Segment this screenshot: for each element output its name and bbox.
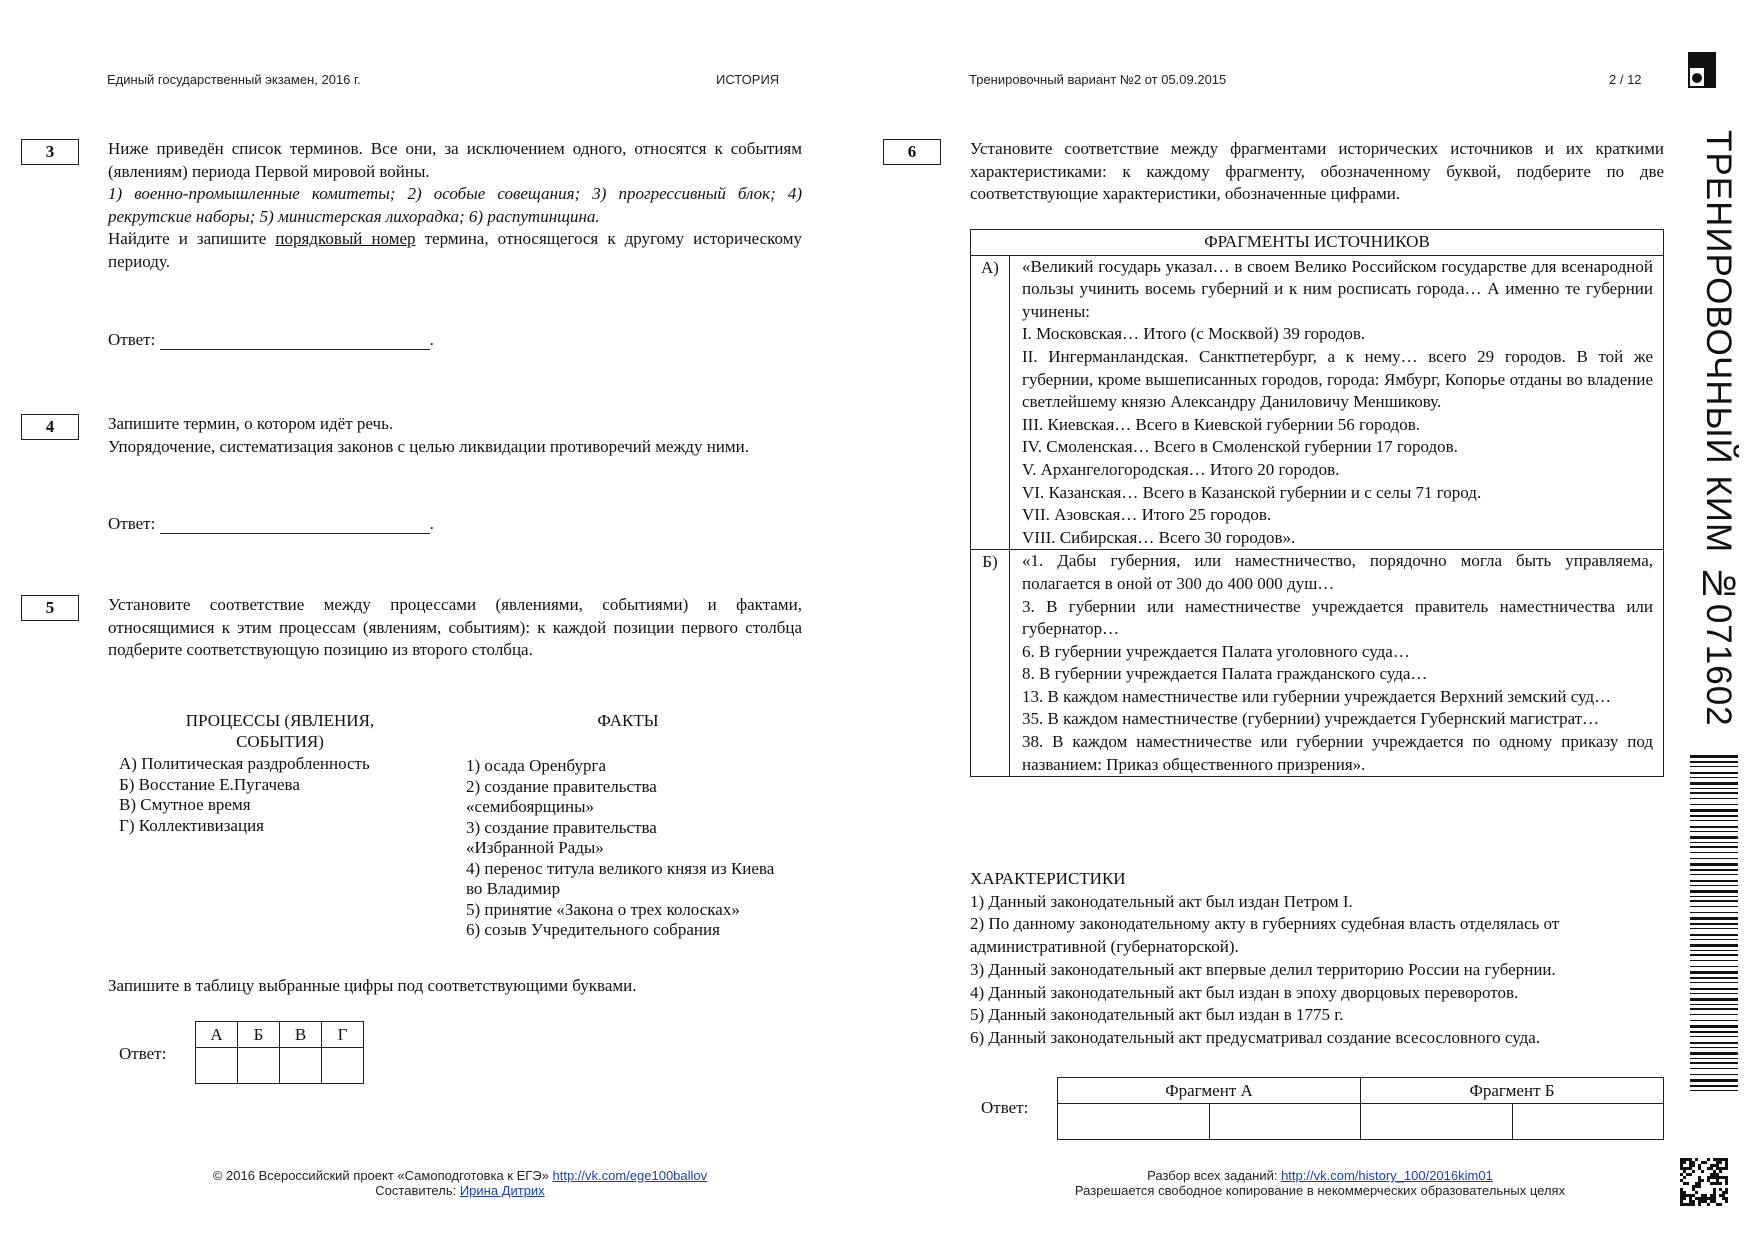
q5-instruction: Запишите в таблицу выбранные цифры под соответствующими буквами. xyxy=(108,976,637,995)
q6-answer-cell-b2[interactable] xyxy=(1512,1104,1664,1140)
fragment-b-line: «1. Дабы губерния, или наместничество, порядочно могла быть управляема, полагается в оной от 300 до 400 000 душ… xyxy=(1022,551,1653,593)
characteristic-item: 6) Данный законодательный акт предусматривал создание всесословного суда. xyxy=(970,1027,1541,1047)
question-4-line2: Упорядочение, систематизация законов с целью ликвидации противоречий между ними. xyxy=(108,436,750,456)
q6-answer-label: Ответ: xyxy=(981,1098,1029,1117)
footer-author-link[interactable]: Ирина Дитрих xyxy=(459,1183,545,1198)
q6-answer-table xyxy=(1057,1077,1664,1140)
q5-left-item: Б) Восстание Е.Пугачева xyxy=(119,774,300,794)
fragment-a-line: II. Ингерманландская. Санктпетербург, а к нему… всего 29 городов. В той же губернии, кроме вышеписанных городов, города: Ямбург, Копорье отданы во владение светлейшему князю Александру Даниловичу Меншикову. xyxy=(1022,346,1653,412)
fragment-a-line: «Великий государь указал… в своем Велико Российском государстве для всенародной пользы учинить восемь губерний и к ним росписать города… А именно те губернии учинены: xyxy=(1022,256,1653,321)
q5-right-item: 1) осада Оренбурга xyxy=(466,756,607,775)
barcode-icon xyxy=(1690,755,1738,1100)
fragment-a-line: I. Московская… Итого (с Москвой) 39 городов. xyxy=(1022,324,1366,344)
q5-right-list xyxy=(466,756,806,941)
question-number-6: 6 xyxy=(883,139,941,165)
question-4-answer xyxy=(108,514,434,534)
q5-left-list xyxy=(119,754,449,836)
q5-left-item: Г) Коллективизация xyxy=(119,815,264,835)
q5-header-a: А xyxy=(196,1022,238,1048)
fragment-b-line: 13. В каждом наместничестве или губернии учреждается Верхний земский суд… xyxy=(1022,686,1612,706)
fragment-a-line: VI. Казанская… Всего в Казанской губернии и с селы 71 город. xyxy=(1022,482,1482,502)
q5-right-item: 6) созыв Учредительного собрания xyxy=(466,920,720,939)
fragment-a-line: IV. Смоленская… Всего в Смоленской губернии 17 городов. xyxy=(1022,437,1458,457)
question-3-task xyxy=(108,228,802,273)
fragment-b-line: 38. В каждом наместничестве или губернии учреждается по одному приказу под названием: Приказ общественного призрения». xyxy=(1022,732,1653,774)
header-exam-title: Единый государственный экзамен, 2016 г. xyxy=(107,72,361,87)
question-3-task-underlined: порядковый номер xyxy=(275,229,416,248)
footer-analysis-text: Разбор всех заданий: xyxy=(1147,1168,1282,1183)
q5-right-item: 5) принятие «Закона о трех колосках» xyxy=(466,899,740,919)
q5-left-item: В) Смутное время xyxy=(119,795,251,814)
fragment-b-text xyxy=(1010,550,1664,777)
q6-answer-cell-a1[interactable] xyxy=(1058,1104,1210,1140)
fragment-a-line: VII. Азовская… Итого 25 городов. xyxy=(1022,505,1272,525)
q5-answer-cell-v[interactable] xyxy=(280,1048,322,1084)
question-number-4: 4 xyxy=(21,414,79,440)
question-3-intro: Ниже приведён список терминов. Все они, за исключением одного, относятся к событиям (явлениям) периода Первой мировой войны. xyxy=(108,139,802,181)
fragment-a-line: III. Киевская… Всего в Киевской губернии 56 городов. xyxy=(1022,414,1420,434)
question-4-body xyxy=(108,413,802,458)
sources-table-title: ФРАГМЕНТЫ ИСТОЧНИКОВ xyxy=(971,230,1664,256)
footer-analysis-link[interactable]: http://vk.com/history_100/2016kim01 xyxy=(1281,1168,1493,1183)
question-5-intro: Установите соответствие между процессами (явлениями, событиями) и фактами, относящимися к этим процессам (явлениям, событиям): к каждой позиции первого столбца подберите соответствующую позицию из второго столбца. xyxy=(108,595,802,659)
fragment-a-label: А) xyxy=(971,255,1010,550)
fragment-b-line: 8. В губернии учреждается Палата гражданского суда… xyxy=(1022,664,1428,684)
question-3-answer-label: Ответ: xyxy=(108,330,156,349)
corner-marker-icon xyxy=(1688,52,1716,88)
question-6-intro: Установите соответствие между фрагментами исторических источников и их краткими характеристиками: к каждому фрагменту, обозначенному буквой, подберите по две соответствующие характеристики, обозначенные цифрами. xyxy=(970,139,1664,203)
question-3-answer-field[interactable] xyxy=(160,331,430,350)
question-4-answer-field[interactable] xyxy=(160,515,430,534)
q5-answer-cell-b[interactable] xyxy=(238,1048,280,1084)
fragment-b-line: 6. В губернии учреждается Палата уголовного суда… xyxy=(1022,641,1410,661)
characteristic-item: 3) Данный законодательный акт впервые делил территорию России на губернии. xyxy=(970,959,1556,979)
footer-left xyxy=(120,1168,800,1198)
sources-table xyxy=(970,229,1664,777)
fragment-a-line: V. Архангелогородская… Итого 20 городов. xyxy=(1022,459,1340,479)
q5-header-v: В xyxy=(280,1022,322,1048)
q6-answer-cell-a2[interactable] xyxy=(1209,1104,1361,1140)
q5-header-b: Б xyxy=(238,1022,280,1048)
question-4-line1: Запишите термин, о котором идёт речь. xyxy=(108,414,394,433)
fragment-b-line: 3. В губернии или наместничестве учреждается правитель наместничества или губернатор… xyxy=(1022,596,1653,639)
header-page-number: 2 / 12 xyxy=(1609,72,1642,87)
q5-right-item: 2) создание правительства «семибоярщины» xyxy=(466,776,657,816)
fragment-a-line: VIII. Сибирская… Всего 30 городов». xyxy=(1022,527,1296,547)
header-variant: Тренировочный вариант №2 от 05.09.2015 xyxy=(969,72,1227,87)
qr-code-icon xyxy=(1680,1158,1728,1206)
question-number-5: 5 xyxy=(21,595,79,621)
footer-author-label: Составитель: xyxy=(375,1183,460,1198)
question-4-answer-end: . xyxy=(429,514,434,533)
characteristic-item: 1) Данный законодательный акт был издан Петром I. xyxy=(970,891,1353,911)
q5-answer-table xyxy=(195,1021,364,1084)
q6-answer-cell-b1[interactable] xyxy=(1361,1104,1513,1140)
question-3-answer xyxy=(108,330,434,350)
footer-analysis xyxy=(980,1168,1660,1183)
question-3-terms: 1) военно-промышленные комитеты; 2) особые совещания; 3) прогрессивный блок; 4) рекрутские наборы; 5) министерская лихорадка; 6) распутинщина. xyxy=(108,184,802,226)
characteristic-item: 4) Данный законодательный акт был издан в эпоху дворцовых переворотов. xyxy=(970,982,1519,1002)
footer-right xyxy=(980,1168,1660,1198)
q5-right-item: 4) перенос титула великого князя из Киева во Владимир xyxy=(466,858,775,898)
side-variant-label: ТРЕНИРОВОЧНЫЙ КИМ №071602 xyxy=(1699,130,1738,727)
fragment-b-line: 35. В каждом наместничестве (губернии) учреждается Губернский магистрат… xyxy=(1022,709,1600,729)
characteristics-title: ХАРАКТЕРИСТИКИ xyxy=(970,869,1126,888)
q5-answer-label: Ответ: xyxy=(119,1044,167,1063)
characteristic-item: 2) По данному законодательному акту в губерниях судебная власть отделялась от административной (губернаторской). xyxy=(970,914,1560,957)
question-3-answer-end: . xyxy=(429,330,434,349)
q6-header-fragment-a: Фрагмент А xyxy=(1058,1078,1361,1104)
characteristic-item: 5) Данный законодательный акт был издан в 1775 г. xyxy=(970,1005,1344,1025)
q5-right-item: 3) создание правительства «Избранной Рады» xyxy=(466,817,657,857)
characteristics-list xyxy=(970,868,1664,1050)
q5-left-item: А) Политическая раздробленность xyxy=(119,754,370,773)
footer-copyright-text: © 2016 Всероссийский проект «Самоподготовка к ЕГЭ» xyxy=(212,1168,553,1183)
footer-copy-note: Разрешается свободное копирование в некоммерческих образовательных целях xyxy=(1074,1183,1566,1198)
q5-header-g: Г xyxy=(322,1022,364,1048)
q5-answer-cell-a[interactable] xyxy=(196,1048,238,1084)
question-number-3: 3 xyxy=(21,139,79,165)
fragment-a-text xyxy=(1010,255,1664,550)
header-subject: ИСТОРИЯ xyxy=(716,72,780,87)
footer-copyright xyxy=(120,1168,800,1183)
question-3-body xyxy=(108,138,802,273)
fragment-b-label: Б) xyxy=(971,550,1010,777)
question-3-task-b: термина, относящегося к другому историческому периоду. xyxy=(108,229,802,271)
footer-project-link[interactable]: http://vk.com/ege100ballov xyxy=(552,1168,708,1183)
q5-answer-cell-g[interactable] xyxy=(322,1048,364,1084)
question-4-answer-label: Ответ: xyxy=(108,514,156,533)
q5-right-header: ФАКТЫ xyxy=(597,711,659,730)
q5-left-header: ПРОЦЕССЫ (ЯВЛЕНИЯ, СОБЫТИЯ) xyxy=(185,711,375,751)
q6-header-fragment-b: Фрагмент Б xyxy=(1361,1078,1664,1104)
question-3-task-a: Найдите и запишите xyxy=(108,229,276,248)
footer-author xyxy=(120,1183,800,1198)
